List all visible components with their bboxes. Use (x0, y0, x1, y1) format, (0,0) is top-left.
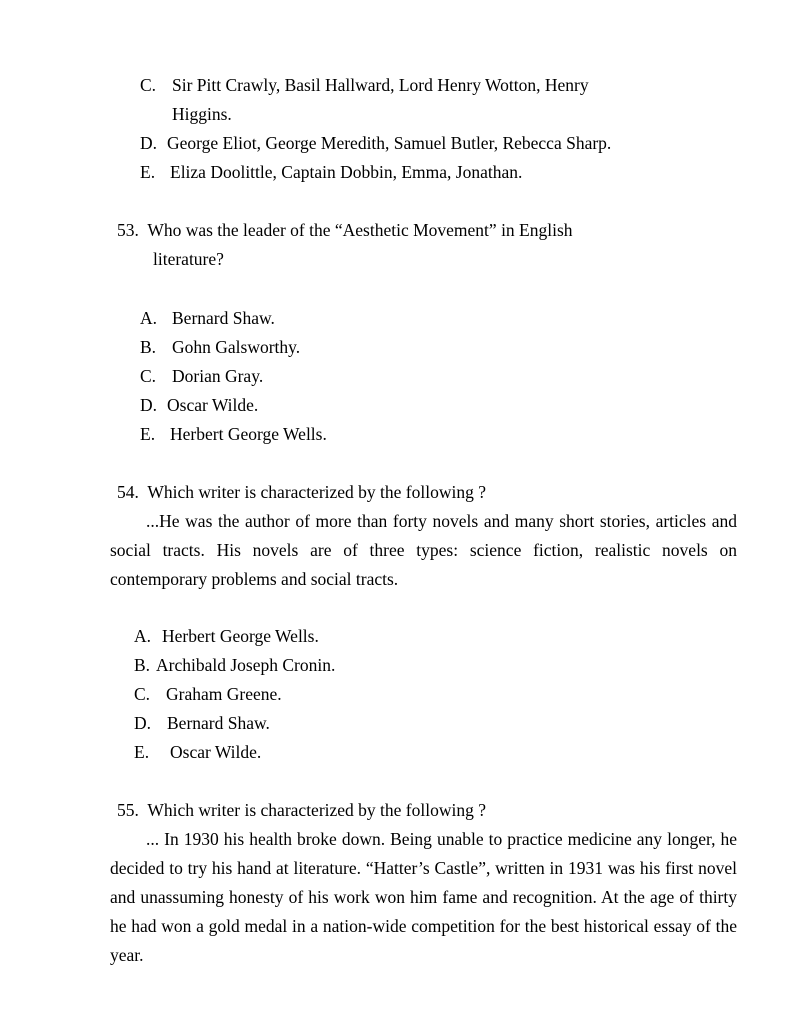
q52-option-c (140, 75, 589, 95)
option-letter: D. (140, 133, 158, 153)
option-letter: C. (134, 684, 151, 704)
question-number: 55. (117, 800, 139, 820)
q55-passage: ... In 1930 his health broke down. Being unable to practice medicine any longer, he decided to try his hand at literature. “Hatter’s Castle”, written in 1931 was his first novel and unassuming honesty of his work won him fame and recognition. At the age of thirty he had won a gold medal in a nation-wide competition for the best historical essay of the year. (110, 829, 737, 965)
question-text: Which writer is characterized by the following ? (147, 482, 486, 502)
q54-option-d (134, 713, 270, 733)
q53-option-c (140, 366, 263, 386)
option-letter: E. (140, 162, 156, 182)
option-text: Herbert George Wells. (170, 424, 327, 444)
option-letter: A. (140, 308, 158, 328)
question-number: 53. (117, 220, 139, 240)
q53-question (117, 220, 573, 240)
option-letter: B. (140, 337, 157, 357)
option-text: Oscar Wilde. (170, 742, 262, 762)
q53-question-continuation: literature? (153, 249, 224, 269)
option-text: Dorian Gray. (172, 366, 264, 386)
option-text: Herbert George Wells. (162, 626, 319, 646)
option-text: Sir Pitt Crawly, Basil Hallward, Lord Henry Wotton, Henry (172, 75, 589, 95)
q54-option-b (134, 655, 335, 675)
option-letter: B. (134, 655, 151, 675)
q54-passage: ...He was the author of more than forty novels and many short stories, articles and social tracts. His novels are of three types: science fiction, realistic novels on contemporary problems and social tracts. (110, 511, 737, 589)
q55-question (117, 800, 486, 820)
question-text: Who was the leader of the “Aesthetic Movement” in English (147, 220, 573, 240)
option-text: Bernard Shaw. (172, 308, 275, 328)
option-letter: E. (140, 424, 156, 444)
q53-option-d (140, 395, 258, 415)
q53-option-e (140, 424, 327, 444)
option-letter: D. (134, 713, 152, 733)
q53-option-a (140, 308, 275, 328)
option-letter: D. (140, 395, 158, 415)
option-text: Oscar Wilde. (167, 395, 259, 415)
q54-question (117, 482, 486, 502)
q52-option-e (140, 162, 522, 182)
question-text: Which writer is characterized by the following ? (147, 800, 486, 820)
option-text: Eliza Doolittle, Captain Dobbin, Emma, Jonathan. (170, 162, 523, 182)
q52-option-d (140, 133, 611, 153)
q53-option-b (140, 337, 300, 357)
q54-option-c (134, 684, 282, 704)
option-letter: A. (134, 626, 152, 646)
q54-option-a (134, 626, 319, 646)
option-letter: E. (134, 742, 150, 762)
option-text: George Eliot, George Meredith, Samuel Butler, Rebecca Sharp. (167, 133, 612, 153)
q54-option-e (134, 742, 261, 762)
option-text: Graham Greene. (166, 684, 282, 704)
q52-option-c-continuation: Higgins. (172, 104, 232, 124)
option-text: Bernard Shaw. (167, 713, 270, 733)
option-text: Archibald Joseph Cronin. (156, 655, 336, 675)
option-letter: C. (140, 366, 157, 386)
question-number: 54. (117, 482, 139, 502)
option-text: Gohn Galsworthy. (172, 337, 301, 357)
option-letter: C. (140, 75, 157, 95)
